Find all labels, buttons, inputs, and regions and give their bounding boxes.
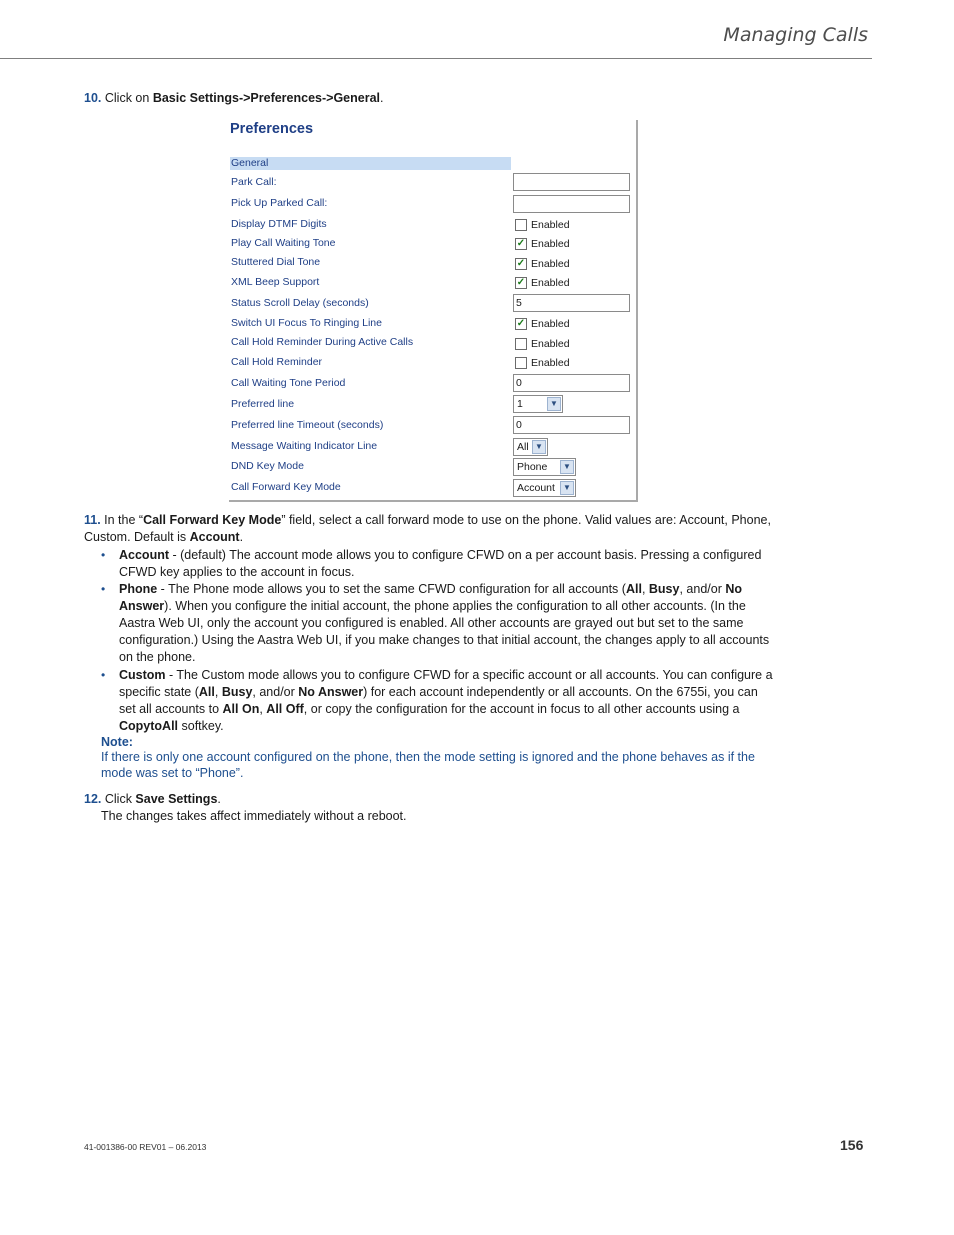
- select-value: All: [517, 441, 529, 453]
- select-value: Account: [517, 482, 555, 494]
- chevron-down-icon[interactable]: ▼: [560, 481, 574, 495]
- bullet-body: - The Custom mode allows you to configure CFWD for a specific account or all accounts. You can configure a specific state (: [119, 668, 773, 699]
- menu-path: Basic Settings->Preferences->General: [152, 91, 381, 105]
- bullet-phone: [119, 581, 775, 666]
- step-text: .: [217, 792, 221, 806]
- step-11: [84, 512, 774, 546]
- display-dtmf-digits-checkbox[interactable]: [515, 219, 570, 231]
- step-number: 11.: [84, 513, 101, 527]
- xml-beep-support-checkbox[interactable]: [515, 277, 570, 289]
- bullet-body: ,: [259, 702, 267, 716]
- label-park-call: Park Call:: [231, 176, 277, 188]
- bold-term: Account: [119, 548, 169, 562]
- checkbox-label: Enabled: [531, 318, 570, 330]
- bold-term: Phone: [119, 582, 158, 596]
- bullet-body: ,: [641, 582, 649, 596]
- label-call-hold-reminder-active: Call Hold Reminder During Active Calls: [231, 336, 414, 348]
- label-xml-beep-support: XML Beep Support: [231, 276, 320, 288]
- label-play-call-waiting-tone: Play Call Waiting Tone: [231, 237, 336, 249]
- bullet-body: , and/or: [252, 685, 299, 699]
- step-number: 10.: [84, 91, 102, 105]
- bullet-body: ). When you configure the initial account, the phone applies the configuration to all other accounts. (In the Aastra Web UI, only the account you configured is enabled. All other accounts are grayed out but set to the same configuration.) Using the Aastra Web UI, if you make changes to that initial account, the changes apply to all accounts on the phone.: [119, 599, 770, 664]
- page-header-title: Managing Calls: [723, 24, 868, 46]
- section-header-general: General: [230, 157, 511, 170]
- bullet-marker: •: [101, 548, 106, 562]
- label-call-hold-reminder: Call Hold Reminder: [231, 356, 323, 368]
- play-call-waiting-tone-checkbox[interactable]: [515, 238, 570, 250]
- step-10: [84, 90, 384, 107]
- checkbox-label: Enabled: [531, 219, 570, 231]
- bullet-custom: [119, 667, 775, 735]
- checkmark-icon[interactable]: ✓: [516, 318, 526, 329]
- label-message-waiting-indicator-line: Message Waiting Indicator Line: [231, 440, 378, 452]
- stuttered-dial-tone-checkbox[interactable]: [515, 258, 570, 270]
- header-rule: [0, 58, 872, 59]
- checkmark-icon[interactable]: ✓: [516, 238, 526, 249]
- step-text: .: [239, 530, 244, 544]
- bold-term: Custom: [119, 668, 166, 682]
- panel-title: Preferences: [230, 121, 314, 137]
- bullet-body: ) for each account independently or all accounts. On the 6755i, you can set all accounts to: [119, 685, 758, 716]
- label-dnd-key-mode: DND Key Mode: [231, 460, 304, 472]
- bold-term: All: [625, 582, 642, 596]
- page-number: 156: [840, 1137, 864, 1153]
- step-number: 12.: [84, 792, 102, 806]
- switch-ui-focus-checkbox[interactable]: [515, 318, 570, 330]
- bullet-marker: •: [101, 668, 106, 682]
- bullet-body: - The Phone mode allows you to set the same CFWD configuration for all accounts (: [157, 582, 626, 596]
- step-text: Click: [101, 792, 136, 806]
- field-name: Call Forward Key Mode: [143, 513, 282, 527]
- chevron-down-icon[interactable]: ▼: [547, 397, 561, 411]
- label-call-waiting-tone-period: Call Waiting Tone Period: [231, 377, 346, 389]
- checkbox-label: Enabled: [531, 258, 570, 270]
- checkbox-unchecked[interactable]: [515, 219, 527, 231]
- label-switch-ui-focus: Switch UI Focus To Ringing Line: [231, 317, 382, 329]
- default-value: Account: [189, 530, 240, 544]
- bold-term: All On: [222, 702, 260, 716]
- bullet-account: [119, 547, 775, 581]
- select-value: 1: [517, 398, 523, 410]
- checkmark-icon[interactable]: ✓: [516, 277, 526, 288]
- bold-term: Busy: [221, 685, 253, 699]
- note-heading: Note:: [101, 735, 133, 749]
- status-scroll-delay-input[interactable]: 5: [513, 294, 630, 312]
- bold-term: CopytoAll: [119, 719, 179, 733]
- checkbox-label: Enabled: [531, 238, 570, 250]
- bullet-body: ,: [214, 685, 222, 699]
- step-text: .: [380, 91, 384, 105]
- bullet-body: , or copy the configuration for the account in focus to all other accounts using a: [303, 702, 740, 716]
- bullet-marker: •: [101, 582, 106, 596]
- preferred-line-timeout-input[interactable]: 0: [513, 416, 630, 434]
- call-hold-reminder-checkbox[interactable]: [515, 357, 570, 369]
- checkbox-label: Enabled: [531, 338, 570, 350]
- checkbox-unchecked[interactable]: [515, 338, 527, 350]
- chevron-down-icon[interactable]: ▼: [560, 460, 574, 474]
- label-preferred-line-timeout: Preferred line Timeout (seconds): [231, 419, 384, 431]
- step-text: Click on: [104, 91, 153, 105]
- document-number: 41-001386-00 REV01 – 06.2013: [84, 1142, 207, 1152]
- step-text: ” field, select a call forward mode to use on the phone. Valid values are: Account, Phone, Custom. Default is: [84, 513, 771, 544]
- checkbox-label: Enabled: [531, 357, 570, 369]
- preferences-panel: [229, 120, 638, 502]
- call-waiting-tone-period-input[interactable]: 0: [513, 374, 630, 392]
- checkmark-icon[interactable]: ✓: [516, 258, 526, 269]
- label-pick-up-parked-call: Pick Up Parked Call:: [231, 197, 328, 209]
- bullet-body: softkey.: [178, 719, 224, 733]
- bullet-body: , and/or: [679, 582, 726, 596]
- label-display-dtmf-digits: Display DTMF Digits: [231, 218, 327, 230]
- bold-term: No Answer: [298, 685, 364, 699]
- label-stuttered-dial-tone: Stuttered Dial Tone: [231, 256, 321, 268]
- park-call-input[interactable]: [513, 173, 630, 191]
- step-text: In the “: [100, 513, 144, 527]
- bold-term: Busy: [648, 582, 680, 596]
- dnd-key-mode-select[interactable]: [513, 458, 576, 476]
- call-forward-key-mode-select[interactable]: [513, 479, 576, 497]
- bold-term: All Off: [266, 702, 304, 716]
- label-preferred-line: Preferred line: [231, 398, 295, 410]
- checkbox-unchecked[interactable]: [515, 357, 527, 369]
- step-12-detail: The changes takes affect immediately without a reboot.: [101, 809, 407, 823]
- select-value: Phone: [517, 461, 548, 473]
- label-call-forward-key-mode: Call Forward Key Mode: [231, 481, 341, 493]
- bold-term: No Answer: [119, 582, 743, 613]
- message-waiting-indicator-line-select[interactable]: [513, 438, 548, 456]
- bold-term: All: [198, 685, 215, 699]
- preferred-line-select[interactable]: [513, 395, 563, 413]
- step-12: [84, 791, 221, 808]
- chevron-down-icon[interactable]: ▼: [532, 440, 546, 454]
- bullet-body: - (default) The account mode allows you to configure CFWD on a per account basis. Pressing a configured CFWD key applies to the account in focus.: [119, 548, 762, 579]
- note-body: If there is only one account configured on the phone, then the mode setting is ignored and the phone behaves as if the mode was set to “Phone”.: [101, 750, 755, 780]
- pick-up-parked-call-input[interactable]: [513, 195, 630, 213]
- label-status-scroll-delay: Status Scroll Delay (seconds): [231, 297, 369, 309]
- call-hold-reminder-active-checkbox[interactable]: [515, 338, 570, 350]
- button-name: Save Settings: [135, 792, 218, 806]
- checkbox-label: Enabled: [531, 277, 570, 289]
